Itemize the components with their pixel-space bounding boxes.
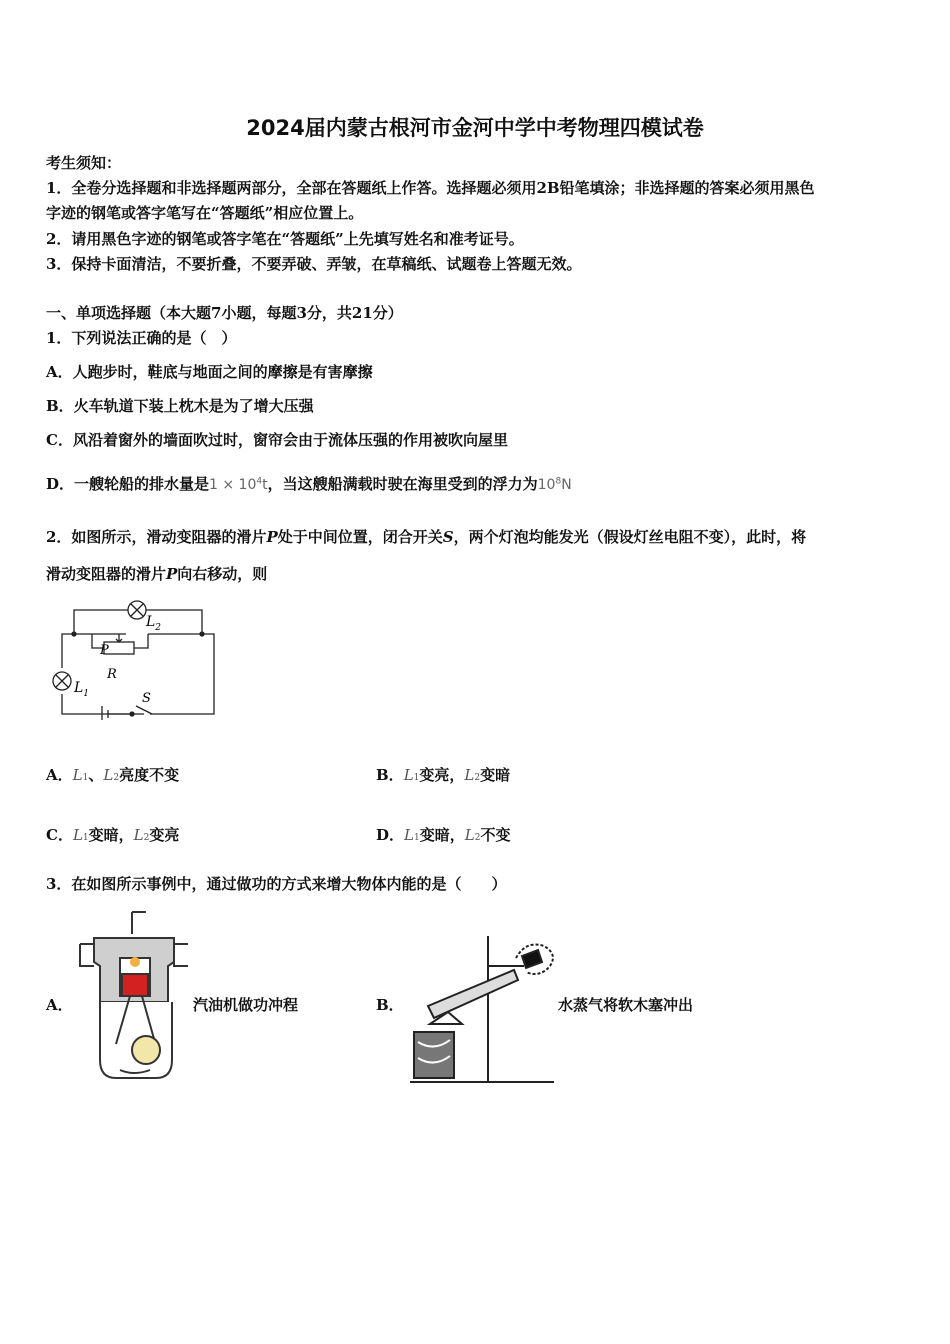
q1-option-a: A．人跑步时，鞋底与地面之间的摩擦是有害摩擦 bbox=[46, 363, 373, 381]
battery-icon bbox=[102, 706, 108, 720]
q3-option-a-text: 汽油机做功冲程 bbox=[193, 996, 299, 1014]
q1-stem: 1．下列说法正确的是（ ） bbox=[46, 329, 237, 347]
label-l2: $L_2$ bbox=[146, 614, 162, 633]
piston-icon bbox=[122, 974, 148, 996]
engine-power-stroke-figure bbox=[76, 910, 192, 1086]
circuit-diagram bbox=[44, 596, 224, 720]
q2-option-b: B．L1变亮，L2变暗 bbox=[376, 766, 511, 784]
steam-cork-figure bbox=[404, 932, 560, 1088]
q3-stem: 3．在如图所示事例中，通过做功的方式来增大物体内能的是（ ） bbox=[46, 875, 507, 893]
q3-option-b-label: B． bbox=[376, 996, 404, 1014]
alcohol-lamp-icon bbox=[414, 1032, 454, 1078]
q2-stem-line-1: 2．如图所示，滑动变阻器的滑片P处于中间位置，闭合开关S，两个灯泡均能发光（假设灯丝电阻不变），此时，将 bbox=[46, 528, 807, 546]
q1-option-d bbox=[46, 473, 572, 494]
page-title: 2024届内蒙古根河市金河中学中考物理四模试卷 bbox=[246, 116, 704, 140]
q2-option-d: D．L1变暗，L2不变 bbox=[376, 826, 511, 844]
l2-symbol: L2 bbox=[103, 766, 120, 784]
q2-option-a: A．L1、L2亮度不变 bbox=[46, 766, 180, 784]
notice-line-4: 3．保持卡面清洁，不要折叠，不要弄破、弄皱，在草稿纸、试题卷上答题无效。 bbox=[46, 255, 582, 273]
q2-option-c: C．L1变暗，L2变亮 bbox=[46, 826, 180, 844]
displacement-value: $1 \times 10^4t$ bbox=[209, 476, 268, 493]
label-s: S bbox=[142, 691, 151, 706]
q1-option-d-middle: ，当这艘船满载时驶在海里受到的浮力为 bbox=[267, 475, 538, 493]
notice-line-2: 字迹的钢笔或答字笔写在“答题纸”相应位置上。 bbox=[46, 204, 364, 222]
spark-plug-icon bbox=[132, 912, 146, 934]
notice-line-1: 1．全卷分选择题和非选择题两部分，全部在答题纸上作答。选择题必须用2B铅笔填涂；非选择题的答案必须用黑色 bbox=[46, 179, 815, 197]
q3-option-b-text: 水蒸气将软木塞冲出 bbox=[558, 996, 694, 1014]
notice-line-3: 2．请用黑色字迹的钢笔或答字笔在“答题纸”上先填写姓名和准考证号。 bbox=[46, 230, 524, 248]
test-tube-icon bbox=[428, 970, 518, 1018]
label-r: R bbox=[107, 667, 117, 682]
q1-option-c: C．风沿着窗外的墙面吹过时，窗帘会由于流体压强的作用被吹向屋里 bbox=[46, 431, 508, 449]
l1-symbol: L1 bbox=[72, 766, 89, 784]
cork-icon bbox=[522, 950, 542, 968]
q3-option-a-label: A． bbox=[46, 996, 73, 1014]
section-1-heading: 一、单项选择题（本大题7小题，每题3分，共21分） bbox=[46, 304, 403, 322]
q1-option-d-prefix: D．一艘轮船的排水量是 bbox=[46, 475, 210, 493]
q1-option-b: B．火车轨道下装上枕木是为了增大压强 bbox=[46, 397, 314, 415]
label-l1: $L_1$ bbox=[74, 680, 90, 699]
q2-stem-line-2: 滑动变阻器的滑片P向右移动，则 bbox=[46, 565, 268, 583]
notice-heading: 考生须知： bbox=[46, 154, 122, 172]
label-p: P bbox=[100, 643, 109, 658]
buoyancy-value: $10^8N$ bbox=[537, 476, 572, 493]
